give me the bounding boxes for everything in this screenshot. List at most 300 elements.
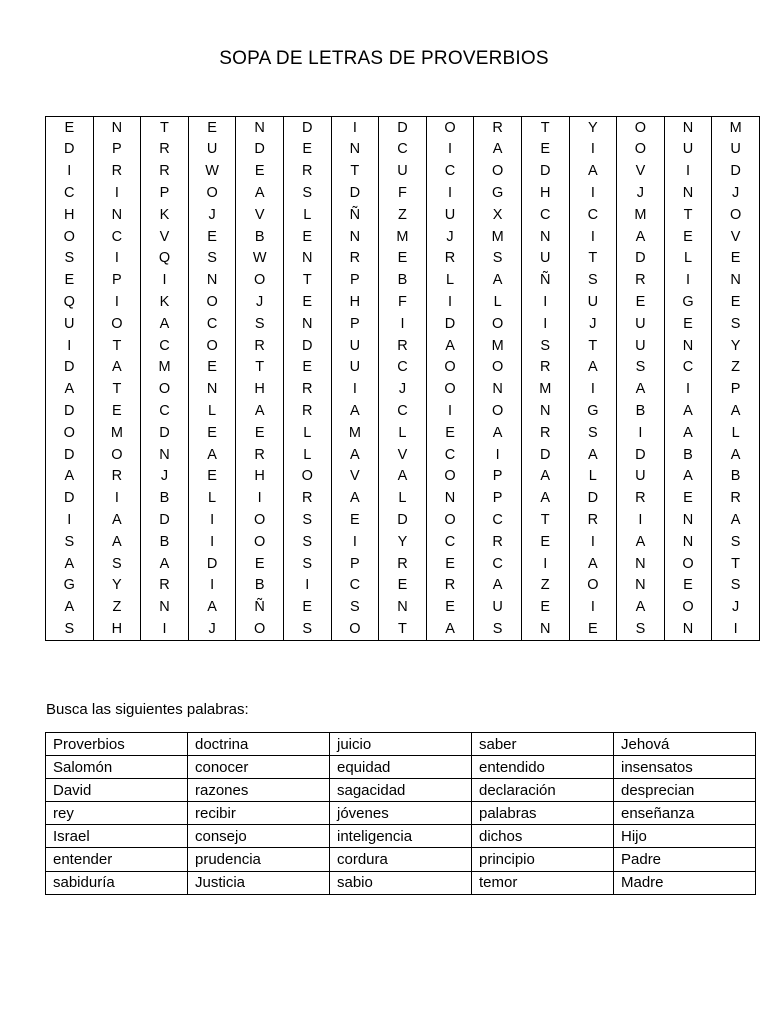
grid-cell: J [617,182,665,204]
grid-cell: N [521,400,569,422]
grid-row [46,509,760,531]
grid-cell: C [379,139,427,161]
grid-cell: Q [141,248,189,270]
word-list-cell: equidad [330,756,472,779]
grid-cell: N [283,313,331,335]
grid-cell: N [664,509,712,531]
grid-cell: D [188,553,236,575]
grid-cell: S [617,357,665,379]
grid-cell: A [569,553,617,575]
word-list-cell: palabras [472,802,614,825]
grid-cell: J [712,597,760,619]
grid-cell: O [141,379,189,401]
grid-cell: A [426,335,474,357]
grid-cell: A [712,444,760,466]
grid-cell: A [617,531,665,553]
grid-cell: U [617,335,665,357]
grid-cell: P [331,270,379,292]
grid-cell: A [236,400,284,422]
grid-cell: W [188,161,236,183]
word-list-cell: razones [188,779,330,802]
word-list-cell: dichos [472,825,614,848]
grid-cell: E [426,597,474,619]
grid-cell: F [379,182,427,204]
grid-cell: T [331,161,379,183]
grid-cell: U [46,313,94,335]
grid-cell: I [141,270,189,292]
grid-row [46,204,760,226]
grid-cell: E [188,117,236,139]
grid-cell: A [569,161,617,183]
grid-cell: A [617,597,665,619]
grid-cell: P [93,139,141,161]
grid-cell: C [141,335,189,357]
grid-cell: E [236,422,284,444]
grid-cell: D [426,313,474,335]
grid-cell: M [331,422,379,444]
grid-cell: Y [712,335,760,357]
grid-cell: V [331,466,379,488]
word-list-cell: conocer [188,756,330,779]
grid-cell: U [617,313,665,335]
word-list-cell: Padre [614,848,756,871]
grid-cell: D [283,335,331,357]
grid-cell: R [617,488,665,510]
word-list-cell: declaración [472,779,614,802]
grid-cell: C [569,204,617,226]
grid-cell: T [93,379,141,401]
grid-cell: R [331,248,379,270]
grid-cell: S [283,618,331,640]
grid-cell: A [188,444,236,466]
grid-cell: O [188,182,236,204]
grid-cell: N [188,379,236,401]
grid-cell: I [569,226,617,248]
grid-cell: C [188,313,236,335]
grid-cell: B [664,444,712,466]
grid-row [46,291,760,313]
grid-cell: S [617,618,665,640]
word-list-cell: inteligencia [330,825,472,848]
grid-cell: W [236,248,284,270]
grid-cell: I [474,444,522,466]
grid-cell: Y [93,575,141,597]
word-list-cell: jóvenes [330,802,472,825]
grid-cell: T [664,204,712,226]
grid-cell: S [46,531,94,553]
grid-cell: I [93,291,141,313]
grid-cell: D [617,248,665,270]
grid-cell: H [93,618,141,640]
grid-cell: B [712,466,760,488]
grid-row [46,357,760,379]
grid-cell: A [569,357,617,379]
grid-cell: O [426,357,474,379]
grid-row [46,139,760,161]
word-list-cell: sabiduría [46,871,188,894]
grid-cell: Z [521,575,569,597]
word-list-cell: Justicia [188,871,330,894]
grid-cell: A [474,422,522,444]
grid-cell: V [379,444,427,466]
word-list-cell: principio [472,848,614,871]
grid-row [46,575,760,597]
grid-cell: G [46,575,94,597]
grid-cell: R [283,400,331,422]
grid-cell: S [283,509,331,531]
grid-cell: R [283,161,331,183]
word-list-row [46,825,756,848]
grid-cell: U [664,139,712,161]
grid-cell: T [379,618,427,640]
grid-cell: D [283,117,331,139]
grid-cell: O [93,444,141,466]
grid-cell: R [569,509,617,531]
grid-cell: B [141,531,189,553]
grid-cell: N [474,379,522,401]
grid-cell: R [474,531,522,553]
grid-cell: Y [569,117,617,139]
grid-cell: U [569,291,617,313]
grid-cell: S [474,248,522,270]
grid-cell: N [93,117,141,139]
grid-cell: O [664,597,712,619]
grid-cell: A [188,597,236,619]
grid-cell: P [331,553,379,575]
grid-cell: E [46,117,94,139]
grid-cell: C [379,400,427,422]
grid-cell: A [569,444,617,466]
grid-row [46,597,760,619]
grid-cell: O [188,291,236,313]
grid-cell: R [141,161,189,183]
grid-cell: Z [379,204,427,226]
grid-cell: I [331,379,379,401]
grid-cell: N [379,597,427,619]
grid-cell: L [188,400,236,422]
word-list-cell: Salomón [46,756,188,779]
grid-row [46,335,760,357]
grid-cell: J [379,379,427,401]
grid-cell: T [283,270,331,292]
grid-cell: Q [46,291,94,313]
grid-cell: R [93,466,141,488]
grid-cell: R [521,357,569,379]
grid-row [46,117,760,139]
grid-cell: O [236,531,284,553]
grid-cell: I [569,597,617,619]
grid-cell: I [188,509,236,531]
grid-cell: V [236,204,284,226]
grid-cell: N [521,226,569,248]
grid-cell: C [46,182,94,204]
word-list-row [46,779,756,802]
grid-cell: I [521,553,569,575]
grid-cell: U [331,357,379,379]
grid-cell: L [283,204,331,226]
grid-cell: R [379,553,427,575]
grid-cell: C [426,161,474,183]
grid-cell: A [236,182,284,204]
grid-cell: O [46,422,94,444]
grid-cell: C [664,357,712,379]
grid-cell: L [426,270,474,292]
grid-cell: J [569,313,617,335]
grid-cell: A [331,488,379,510]
grid-cell: C [331,575,379,597]
grid-cell: D [46,488,94,510]
grid-cell: E [283,357,331,379]
grid-cell: R [236,444,284,466]
grid-cell: N [141,597,189,619]
grid-cell: D [236,139,284,161]
grid-cell: O [569,575,617,597]
word-list-row [46,871,756,894]
grid-cell: A [46,466,94,488]
grid-cell: S [569,270,617,292]
grid-cell: T [712,553,760,575]
grid-cell: U [712,139,760,161]
grid-cell: T [236,357,284,379]
grid-cell: O [664,553,712,575]
grid-cell: V [141,226,189,248]
grid-cell: N [331,226,379,248]
grid-cell: E [664,575,712,597]
grid-cell: D [617,444,665,466]
grid-cell: Z [93,597,141,619]
grid-cell: I [521,291,569,313]
grid-cell: Z [712,357,760,379]
grid-cell: O [93,313,141,335]
grid-cell: R [379,335,427,357]
grid-cell: S [283,553,331,575]
word-list-cell: rey [46,802,188,825]
grid-cell: Ñ [521,270,569,292]
grid-row [46,270,760,292]
grid-cell: Y [379,531,427,553]
grid-cell: O [426,379,474,401]
grid-cell: G [474,182,522,204]
grid-cell: G [569,400,617,422]
word-list-cell: juicio [330,733,472,756]
grid-cell: A [521,488,569,510]
grid-cell: B [236,226,284,248]
grid-cell: P [474,466,522,488]
grid-cell: R [521,422,569,444]
grid-cell: O [426,466,474,488]
grid-cell: C [474,509,522,531]
grid-row [46,422,760,444]
grid-cell: D [521,444,569,466]
word-list-cell: enseñanza [614,802,756,825]
grid-cell: L [379,488,427,510]
grid-cell: A [712,400,760,422]
word-list-row [46,802,756,825]
grid-cell: I [46,335,94,357]
word-list-cell: Madre [614,871,756,894]
grid-cell: I [188,575,236,597]
grid-cell: M [379,226,427,248]
grid-cell: I [664,379,712,401]
grid-cell: N [521,618,569,640]
grid-cell: I [141,618,189,640]
grid-cell: O [283,466,331,488]
grid-cell: T [141,117,189,139]
grid-cell: S [569,422,617,444]
grid-cell: A [379,466,427,488]
grid-cell: I [569,379,617,401]
grid-cell: E [188,357,236,379]
grid-cell: O [474,357,522,379]
grid-cell: M [617,204,665,226]
word-list-cell: consejo [188,825,330,848]
grid-cell: M [474,226,522,248]
grid-cell: T [521,509,569,531]
grid-cell: M [712,117,760,139]
grid-cell: T [569,248,617,270]
word-list-cell: recibir [188,802,330,825]
grid-cell: S [712,575,760,597]
grid-cell: O [617,139,665,161]
grid-cell: A [93,357,141,379]
grid-cell: N [617,575,665,597]
grid-cell: S [236,313,284,335]
grid-cell: A [712,509,760,531]
word-list-row [46,756,756,779]
grid-cell: I [521,313,569,335]
grid-cell: A [331,444,379,466]
grid-cell: E [379,248,427,270]
grid-cell: H [521,182,569,204]
grid-cell: D [521,161,569,183]
grid-cell: S [474,618,522,640]
grid-cell: R [236,335,284,357]
grid-cell: D [46,139,94,161]
grid-cell: I [426,400,474,422]
grid-cell: I [283,575,331,597]
grid-cell: O [474,400,522,422]
grid-cell: P [712,379,760,401]
grid-cell: N [188,270,236,292]
grid-cell: E [521,597,569,619]
word-list-cell: cordura [330,848,472,871]
grid-cell: L [283,422,331,444]
grid-cell: S [712,313,760,335]
grid-cell: R [141,139,189,161]
grid-cell: I [46,509,94,531]
grid-cell: L [664,248,712,270]
grid-cell: L [712,422,760,444]
grid-cell: O [236,509,284,531]
grid-cell: I [426,291,474,313]
grid-cell: E [283,139,331,161]
grid-cell: I [664,270,712,292]
grid-cell: E [283,597,331,619]
grid-cell: I [93,182,141,204]
grid-cell: E [331,509,379,531]
grid-cell: P [474,488,522,510]
word-list-row [46,733,756,756]
grid-cell: E [426,553,474,575]
grid-cell: I [712,618,760,640]
grid-row [46,400,760,422]
grid-cell: N [664,117,712,139]
grid-row [46,488,760,510]
grid-cell: X [474,204,522,226]
word-list-cell: sagacidad [330,779,472,802]
grid-cell: K [141,204,189,226]
grid-cell: E [712,291,760,313]
grid-row [46,531,760,553]
grid-cell: P [93,270,141,292]
grid-cell: L [379,422,427,444]
grid-cell: A [46,379,94,401]
word-list-cell: Israel [46,825,188,848]
grid-cell: V [617,161,665,183]
grid-row [46,444,760,466]
grid-cell: H [236,466,284,488]
grid-cell: S [712,531,760,553]
grid-cell: S [521,335,569,357]
grid-cell: J [141,466,189,488]
grid-cell: I [379,313,427,335]
grid-cell: S [331,597,379,619]
word-list-cell: Hijo [614,825,756,848]
grid-cell: I [617,509,665,531]
grid-cell: E [521,531,569,553]
grid-cell: N [236,117,284,139]
grid-cell: E [283,291,331,313]
grid-cell: A [141,553,189,575]
grid-cell: E [236,553,284,575]
grid-cell: E [236,161,284,183]
grid-cell: I [569,139,617,161]
grid-cell: U [379,161,427,183]
grid-cell: P [331,313,379,335]
grid-cell: A [93,509,141,531]
grid-cell: H [236,379,284,401]
grid-cell: I [569,531,617,553]
grid-cell: I [664,161,712,183]
grid-cell: M [141,357,189,379]
grid-cell: N [141,444,189,466]
grid-cell: T [569,335,617,357]
grid-row [46,553,760,575]
grid-cell: E [93,400,141,422]
grid-cell: H [331,291,379,313]
word-list-cell: insensatos [614,756,756,779]
grid-cell: A [664,400,712,422]
page-title: SOPA DE LETRAS DE PROVERBIOS [219,48,549,69]
grid-cell: D [141,509,189,531]
grid-cell: S [188,248,236,270]
grid-cell: G [664,291,712,313]
grid-cell: R [283,488,331,510]
grid-cell: M [521,379,569,401]
grid-cell: C [93,226,141,248]
grid-cell: F [379,291,427,313]
grid-cell: A [93,531,141,553]
word-list-cell: Jehová [614,733,756,756]
grid-cell: I [569,182,617,204]
grid-cell: A [617,226,665,248]
grid-cell: E [664,488,712,510]
grid-cell: J [426,226,474,248]
grid-cell: R [93,161,141,183]
grid-row [46,466,760,488]
grid-cell: R [426,575,474,597]
grid-cell: E [188,226,236,248]
